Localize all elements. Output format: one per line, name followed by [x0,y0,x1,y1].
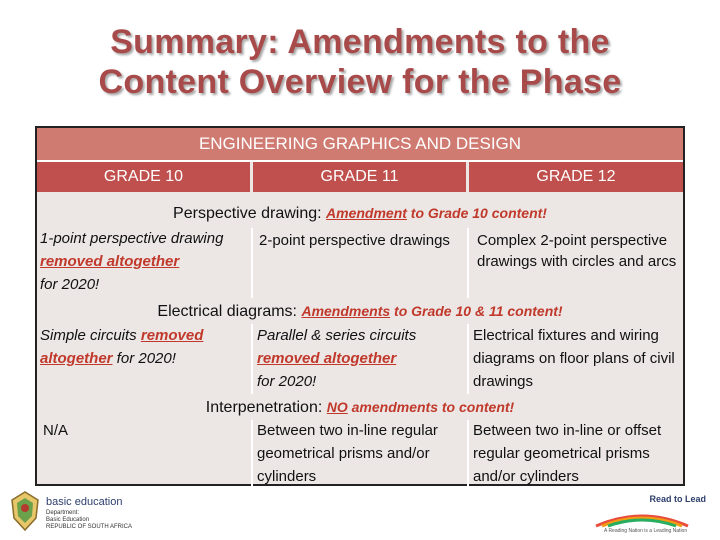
read-to-lead-logo [590,494,710,536]
divider [251,228,253,298]
section-title: Perspective drawing: [173,205,322,222]
perspective-grade-12: Complex 2-point perspective drawings with circles and arcs [477,232,677,270]
divider [467,228,469,298]
section-title: Electrical diagrams: [157,303,297,320]
grade-11-header: GRADE 11 [253,162,466,192]
perspective-grade-11: 2-point perspective drawings [259,232,450,249]
section-note: Amendments to Grade 10 & 11 content! [301,303,563,319]
divider [467,324,469,394]
interpenetration-grade-11: Between two in-line regular geometrical prisms and/or cylinders [257,422,438,485]
coat-of-arms-icon [8,490,42,532]
divider [467,420,469,486]
interpenetration-grade-10: N/A [43,422,69,439]
campaign-name: Read to Lead [649,494,706,504]
department-logo [8,490,208,536]
divider [251,324,253,394]
section-note: NO amendments to content! [326,399,515,415]
electrical-grade-11: Parallel & series circuits removed altogether for 2020! [257,327,417,390]
title-line-2: Content Overview for the Phase [98,63,622,101]
slide-title [0,22,720,102]
dept-details: Department: Basic Education REPUBLIC OF SOUTH AFRICA [46,510,133,530]
grade-10-header: GRADE 10 [37,162,250,192]
grade-header-row [37,162,683,192]
section-heading-interpenetration [37,395,683,419]
section-title: Interpenetration: [205,399,323,416]
perspective-grade-10: 1-point perspective drawing removed altogether for 2020! [40,230,224,293]
interpenetration-grade-12: Between two in-line or offset regular geometrical prisms and/or cylinders [473,422,662,485]
section-note: Amendment to Grade 10 content! [326,205,547,221]
grade-12-header: GRADE 12 [469,162,683,192]
electrical-grade-12: Electrical fixtures and wiring diagrams on floor plans of civil drawings [473,327,675,390]
electrical-grade-10: Simple circuits removed altogether for 2020! [40,327,204,367]
rainbow-arc-icon [592,506,692,528]
divider [251,420,253,486]
title-line-1: Summary: Amendments to the [110,23,610,61]
content-table [35,126,685,486]
dept-name: basic education [46,496,123,508]
campaign-tagline: A Reading Nation is a Leading Nation [604,528,688,534]
section-heading-electrical [37,298,683,324]
section-heading-perspective [37,200,683,226]
subject-header: ENGINEERING GRAPHICS AND DESIGN [37,128,683,162]
